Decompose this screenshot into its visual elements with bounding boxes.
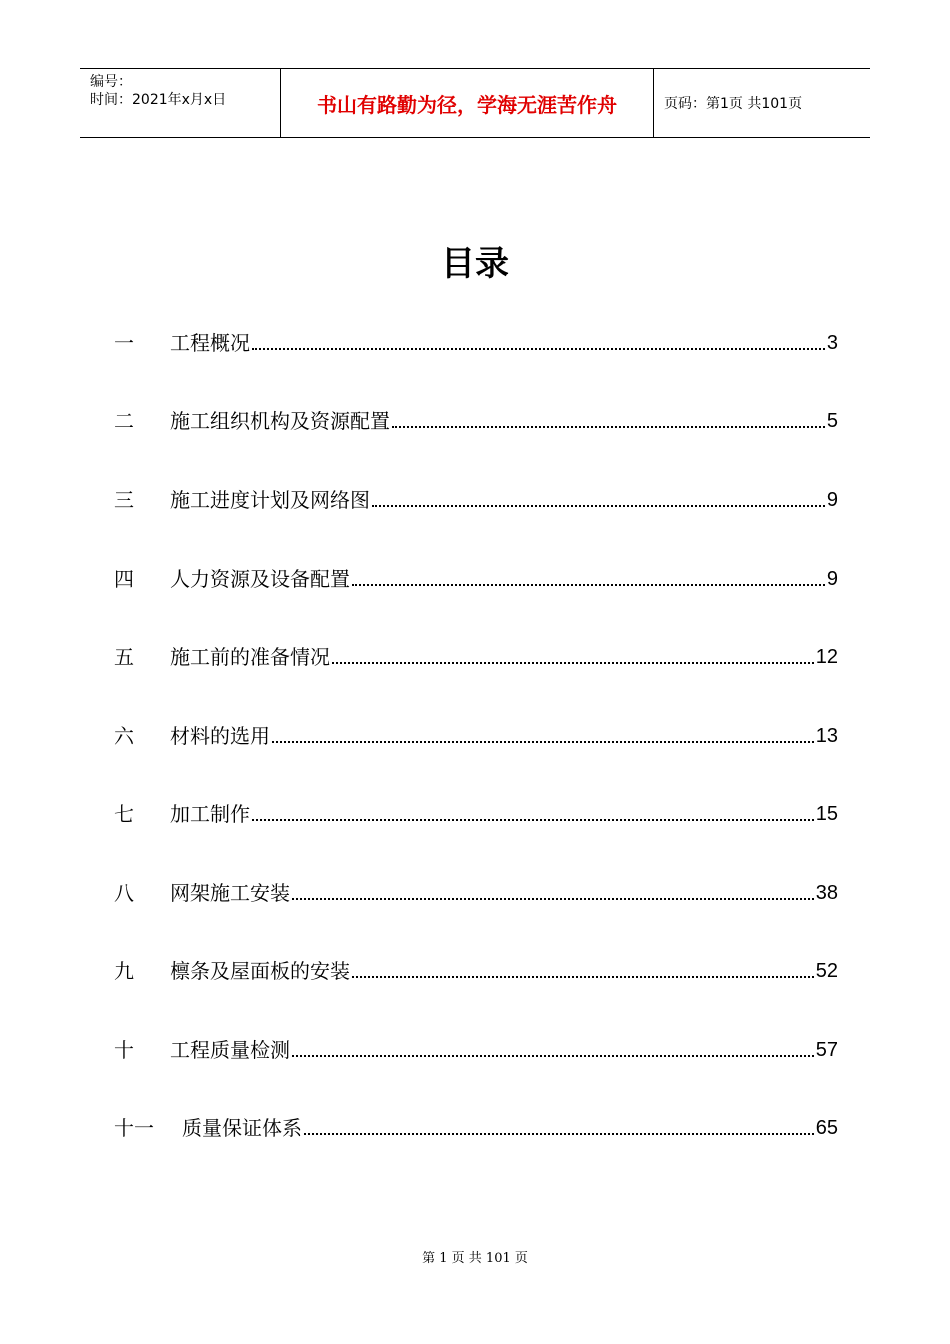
toc-page: 15 bbox=[815, 803, 838, 825]
toc-number: 七 bbox=[114, 802, 134, 826]
toc-number: 三 bbox=[114, 488, 134, 512]
toc-entry[interactable] bbox=[114, 721, 838, 751]
toc-title: 工程概况 bbox=[170, 331, 250, 355]
toc-number: 十一 bbox=[114, 1116, 154, 1140]
toc-entry[interactable] bbox=[114, 1035, 838, 1065]
toc-entry[interactable] bbox=[114, 328, 838, 358]
toc-number: 一 bbox=[114, 331, 134, 355]
toc-entry[interactable] bbox=[114, 878, 838, 908]
toc-title: 质量保证体系 bbox=[182, 1116, 302, 1140]
toc-page: 13 bbox=[815, 725, 838, 747]
toc-page: 5 bbox=[826, 410, 838, 432]
toc-title: 檩条及屋面板的安装 bbox=[170, 959, 350, 983]
toc-title: 加工制作 bbox=[170, 802, 250, 826]
toc-number: 二 bbox=[114, 409, 134, 433]
toc-leader bbox=[352, 975, 814, 978]
toc-entry[interactable] bbox=[114, 956, 838, 986]
toc-page: 9 bbox=[826, 568, 838, 590]
toc-leader bbox=[272, 740, 814, 743]
toc-title: 施工组织机构及资源配置 bbox=[170, 409, 390, 433]
header-page-info: 页码：第1页 共101页 bbox=[664, 96, 803, 112]
page-footer: 第 1 页 共 101 页 bbox=[422, 1251, 528, 1266]
toc-leader bbox=[304, 1132, 814, 1135]
toc-leader bbox=[372, 504, 825, 507]
toc-number: 八 bbox=[114, 881, 134, 905]
toc-number: 五 bbox=[114, 645, 134, 669]
toc-number: 六 bbox=[114, 724, 134, 748]
toc-number: 九 bbox=[114, 959, 134, 983]
header-number-label: 编号： bbox=[90, 74, 132, 90]
toc-page: 38 bbox=[815, 882, 838, 904]
toc-leader bbox=[292, 897, 814, 900]
toc-page: 65 bbox=[815, 1117, 838, 1139]
toc-page: 9 bbox=[826, 489, 838, 511]
header-motto: 书山有路勤为径，学海无涯苦作舟 bbox=[281, 69, 654, 137]
toc-number: 四 bbox=[114, 567, 134, 591]
toc-title: 施工前的准备情况 bbox=[170, 645, 330, 669]
toc-leader bbox=[252, 347, 825, 350]
toc-entry[interactable] bbox=[114, 799, 838, 829]
toc-page: 3 bbox=[826, 332, 838, 354]
toc-entry[interactable] bbox=[114, 1113, 838, 1143]
document-title: 目录 bbox=[441, 244, 509, 284]
toc-entry[interactable] bbox=[114, 485, 838, 515]
toc-leader bbox=[392, 425, 825, 428]
toc-entry[interactable] bbox=[114, 406, 838, 436]
toc-title: 网架施工安装 bbox=[170, 881, 290, 905]
header-date: 时间：2021年x月x日 bbox=[90, 92, 227, 108]
toc-title: 人力资源及设备配置 bbox=[170, 567, 350, 591]
toc-title: 施工进度计划及网络图 bbox=[170, 488, 370, 512]
toc-leader bbox=[332, 661, 814, 664]
toc-leader bbox=[292, 1054, 814, 1057]
toc-entry[interactable] bbox=[114, 642, 838, 672]
toc-page: 12 bbox=[815, 646, 838, 668]
toc-page: 52 bbox=[815, 960, 838, 982]
toc-leader bbox=[252, 818, 814, 821]
toc-leader bbox=[352, 583, 825, 586]
toc-number: 十 bbox=[114, 1038, 134, 1062]
toc-page: 57 bbox=[815, 1039, 838, 1061]
toc-entry[interactable] bbox=[114, 564, 838, 594]
toc-title: 材料的选用 bbox=[170, 724, 270, 748]
toc-title: 工程质量检测 bbox=[170, 1038, 290, 1062]
